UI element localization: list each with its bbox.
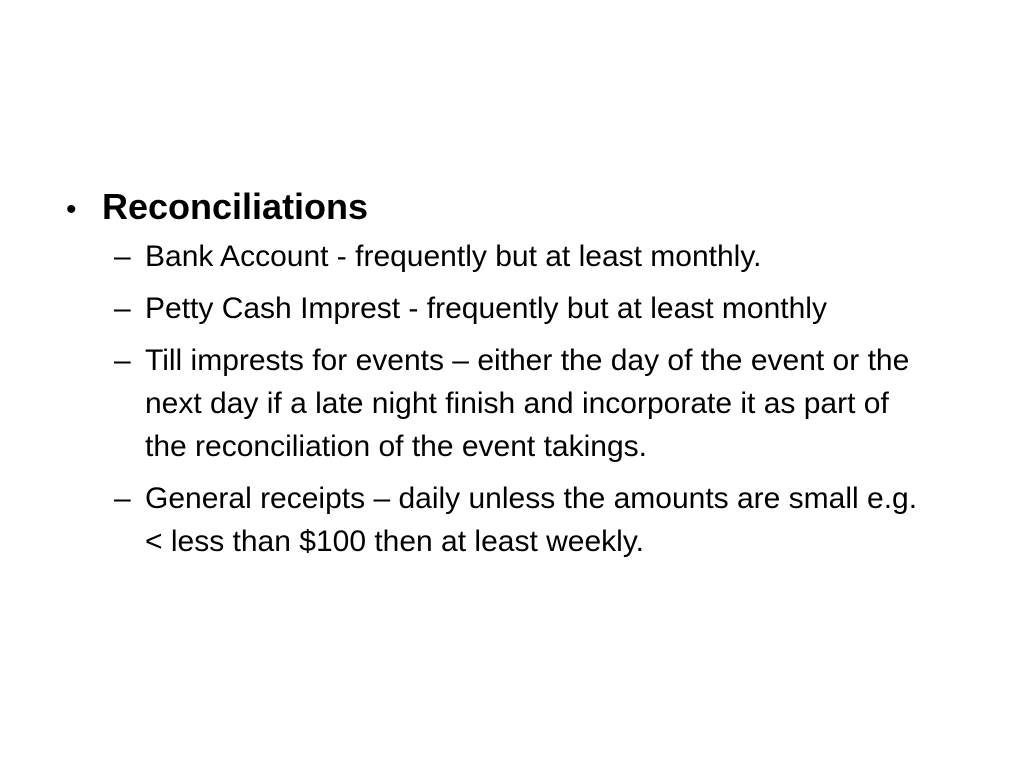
slide-content [66, 184, 966, 572]
sub-bullet-text: Till imprests for events – either the day of the event or the next day if a late night finish and incorporate it as part of the reconciliation of the event takings. [145, 344, 910, 463]
sub-bullet-list [66, 235, 966, 563]
bullet-marker: • [66, 193, 77, 226]
sub-bullet-item [114, 477, 966, 563]
dash-marker: – [114, 344, 131, 377]
dash-marker: – [114, 292, 131, 325]
sub-bullet-text: General receipts – daily unless the amounts are small e.g. < less than $100 then at least weekly. [145, 482, 918, 558]
sub-bullet-item [114, 287, 966, 330]
bullet-heading [66, 184, 966, 233]
sub-bullet-text: Bank Account - frequently but at least monthly. [145, 240, 762, 273]
sub-bullet-item [114, 339, 966, 468]
sub-bullet-text: Petty Cash Imprest - frequently but at least monthly [145, 292, 827, 325]
dash-marker: – [114, 482, 131, 515]
sub-bullet-item [114, 235, 966, 278]
heading-text: Reconciliations [102, 186, 369, 227]
dash-marker: – [114, 240, 131, 273]
